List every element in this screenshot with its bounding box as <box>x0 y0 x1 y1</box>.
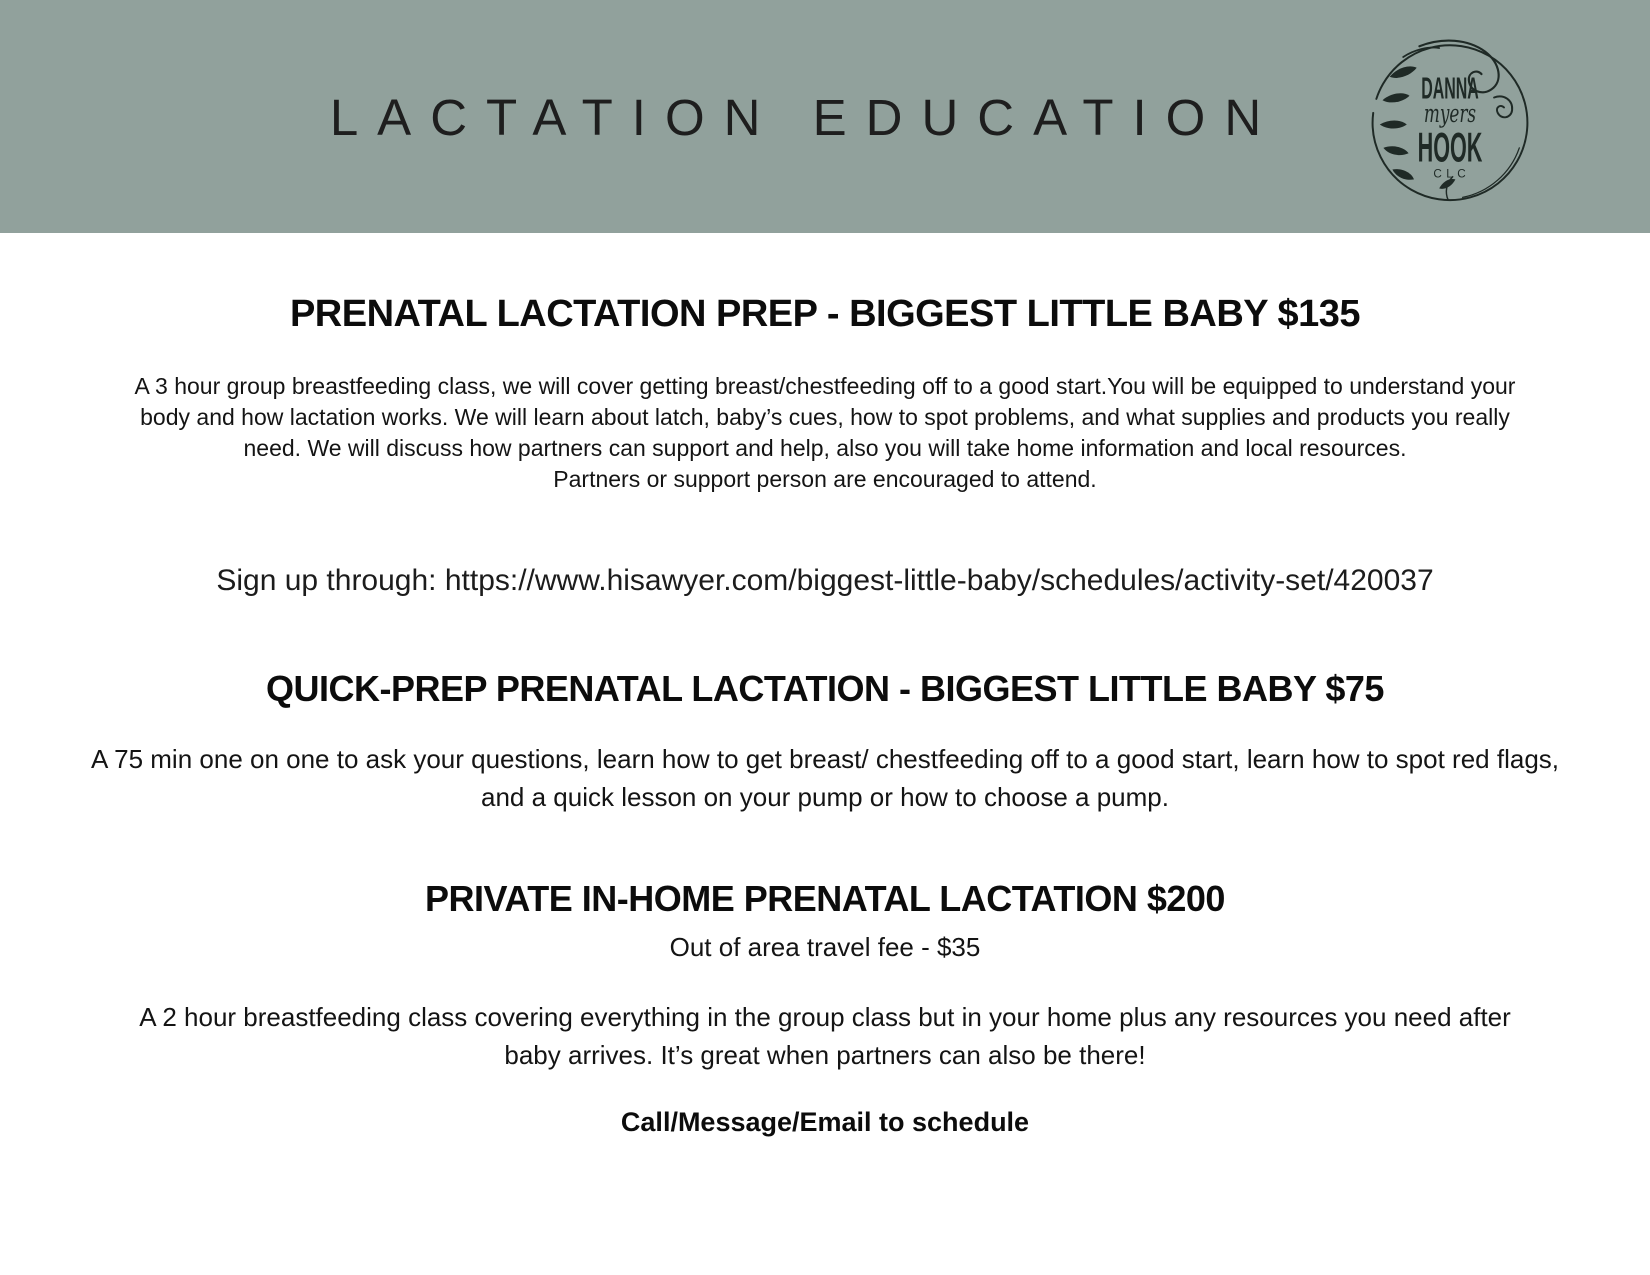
logo-text-danna: DANNA <box>1421 71 1479 106</box>
page-title: LACTATION EDUCATION <box>329 89 1281 146</box>
travel-fee-text: Out of area travel fee - $35 <box>669 932 981 962</box>
section-heading-private-in-home: PRIVATE IN-HOME PRENATAL LACTATION $200 <box>425 878 1225 919</box>
schedule-call-to-action: Call/Message/Email to schedule <box>620 1107 1030 1137</box>
logo-text-hook: HOOK <box>1417 124 1483 171</box>
hand-drawn-circle-logo-icon <box>1360 30 1540 210</box>
signup-url-text: Sign up through: https://www.hisawyer.com/biggest-little-baby/schedules/activity-set/420037 <box>216 564 1434 597</box>
private-in-home-description: A 2 hour breastfeeding class covering everything in the group class but in your home plus any resources you need after baby arrives. It’s great when partners can also be there! <box>139 1002 1511 1070</box>
prenatal-prep-description <box>130 371 1520 495</box>
section-heading-quick-prep: QUICK-PREP PRENATAL LACTATION - BIGGEST LITTLE BABY $75 <box>266 668 1384 709</box>
flyer-content <box>0 293 1650 1138</box>
prenatal-prep-note-text: Partners or support person are encouraged to attend. <box>553 466 1097 492</box>
prenatal-prep-body-text: A 3 hour group breastfeeding class, we will cover getting breast/chestfeeding off to a good start.You will be equipped to understand your body and how lactation works. We will learn about latch, baby’s cues, how to spot problems, and what supplies and products you really need. We will discuss how partners can support and help, also you will take home information and local resources. <box>134 373 1516 461</box>
brand-logo <box>1360 30 1540 210</box>
header-band <box>0 0 1650 233</box>
section-heading-prenatal-prep: PRENATAL LACTATION PREP - BIGGEST LITTLE BABY $135 <box>289 293 1361 335</box>
logo-text-myers: myers <box>1423 98 1477 128</box>
quick-prep-description: A 75 min one on one to ask your questions, learn how to get breast/ chestfeeding off to a good start, learn how to spot red flags, and a quick lesson on your pump or how to choose a pump. <box>91 744 1559 812</box>
logo-text-clc: CLC <box>1433 167 1471 181</box>
